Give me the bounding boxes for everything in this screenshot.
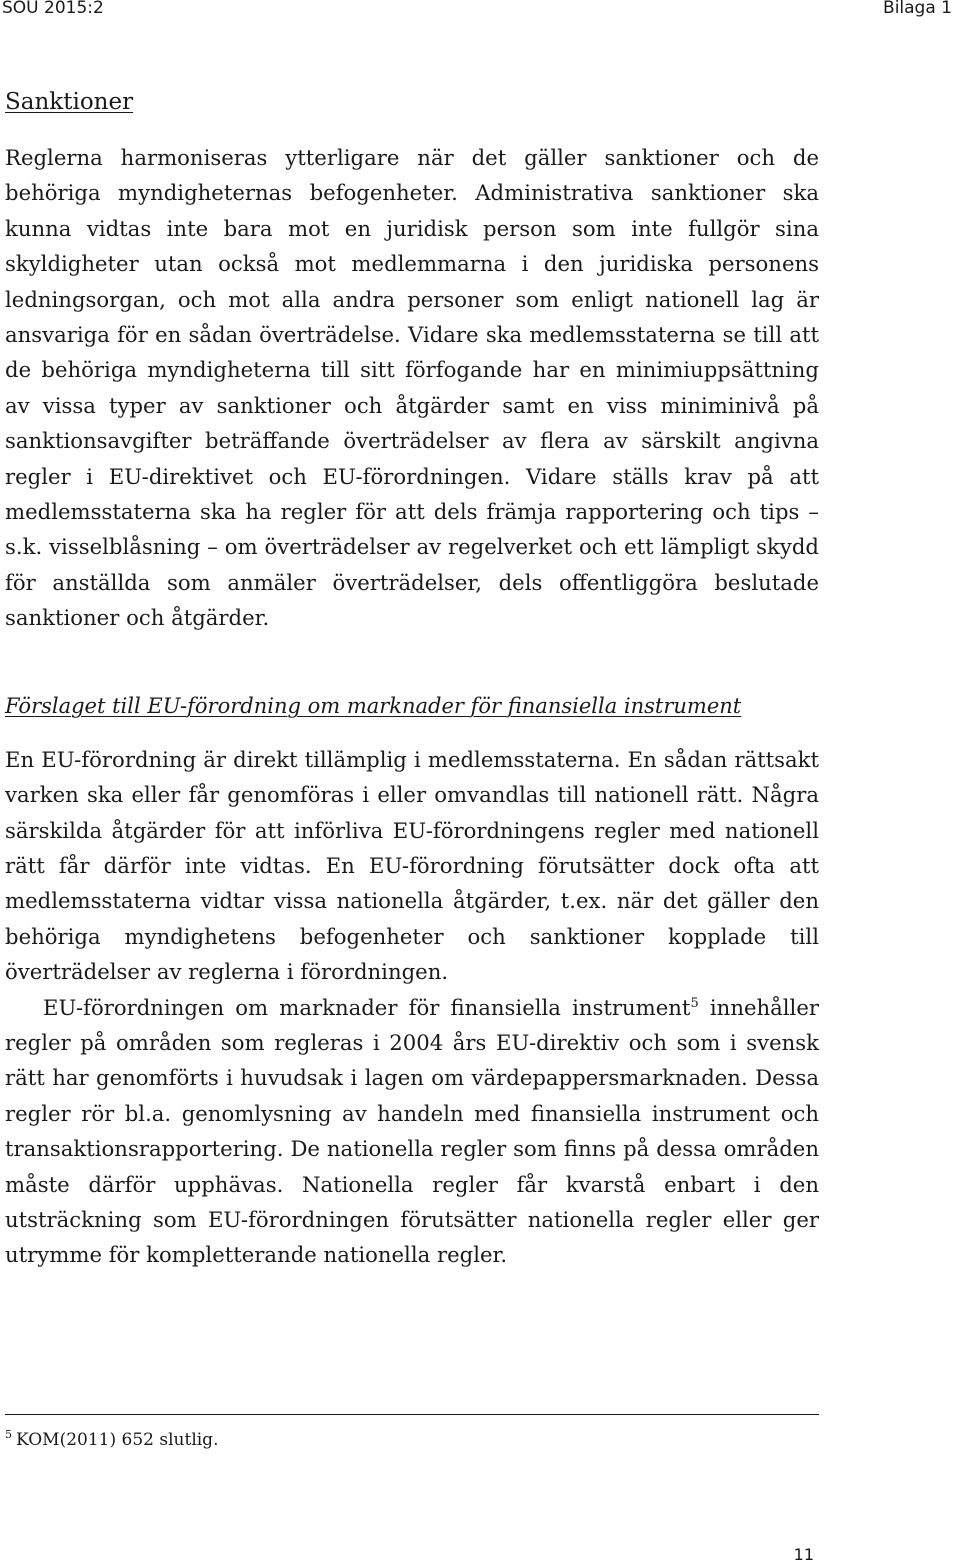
section-spacer [5, 636, 819, 688]
section-heading-sanktioner: Sanktioner [5, 89, 134, 115]
footnote-number: 5 [5, 1428, 12, 1441]
document-reference: SOU 2015:2 [2, 0, 104, 18]
section-heading-forslaget: Förslaget till EU-förordning om marknader för finansiella instrument [5, 693, 742, 718]
paragraph-marknader [5, 990, 819, 1273]
document-body [5, 84, 819, 1273]
footnote-reference: 5 [690, 995, 699, 1011]
appendix-label: Bilaga 1 [883, 0, 952, 18]
page-number: 11 [793, 1545, 814, 1564]
footnote [5, 1428, 819, 1452]
paragraph-sanktioner: Reglerna harmoniseras ytterligare när det gäller sanktioner och de behöriga myndigheternas befogenheter. Administrativa sanktioner ska kunna vidtas inte bara mot en juridisk person som inte fullgör sina skyldigheter utan också mot medlemmarna i den juridiska personens ledningsorgan, och mot alla andra personer som enligt nationell lag är ansvariga för en sådan överträdelse. Vidare ska medlemsstaterna se till att de behöriga myndigheterna till sitt förfogande har en minimiuppsättning av vissa typer av sanktioner och åtgärder samt en viss miniminivå på sanktionsavgifter beträffande överträdelser av flera av särskilt angivna regler i EU-direktivet och EU-förordningen. Vidare ställs krav på att medlemsstaterna ska ha regler för att dels främja rapportering och tips – s.k. visselblåsning – om överträdelser av regelverket och ett lämpligt skydd för anställda som anmäler överträdelser, dels offentliggöra beslutade sanktioner och åtgärder. [5, 145, 819, 631]
paragraph-marknader-rest: innehåller regler på områden som regleras i 2004 års EU-direktiv och som i svensk rätt har genomförts i huvudsak i lagen om värdepappersmarknaden. Dessa regler rör bl.a. genomlysning av handeln med finansiella instrument och transaktionsrapportering. De nationella regler som finns på dessa områden måste därför upphävas. Nationella regler får kvarstå enbart i den utsträckning som EU-förordningen förutsätter nationella regler eller ger utrymme för kompletterande nationella regler. [5, 994, 819, 1268]
footnote-divider [5, 1414, 819, 1415]
page-header [0, 0, 960, 20]
paragraph-eu-forordning: En EU-förordning är direkt tillämplig i medlemsstaterna. En sådan rättsakt varken ska eller får genomföras i eller omvandlas till nationell rätt. Några särskilda åtgärder för att införliva EU-förordningens regler med nationell rätt får därför inte vidtas. En EU-förordning förutsätter dock ofta att medlemsstaterna vidtar vissa nationella åtgärder, t.ex. när det gäller den behöriga myndighetens befogenheter och sanktioner kopplade till överträdelser av reglerna i förordningen. [5, 746, 819, 985]
paragraph-marknader-start: EU-förordningen om marknader för finansiella instrument [43, 994, 691, 1020]
footnote-text: KOM(2011) 652 slutlig. [16, 1430, 219, 1450]
